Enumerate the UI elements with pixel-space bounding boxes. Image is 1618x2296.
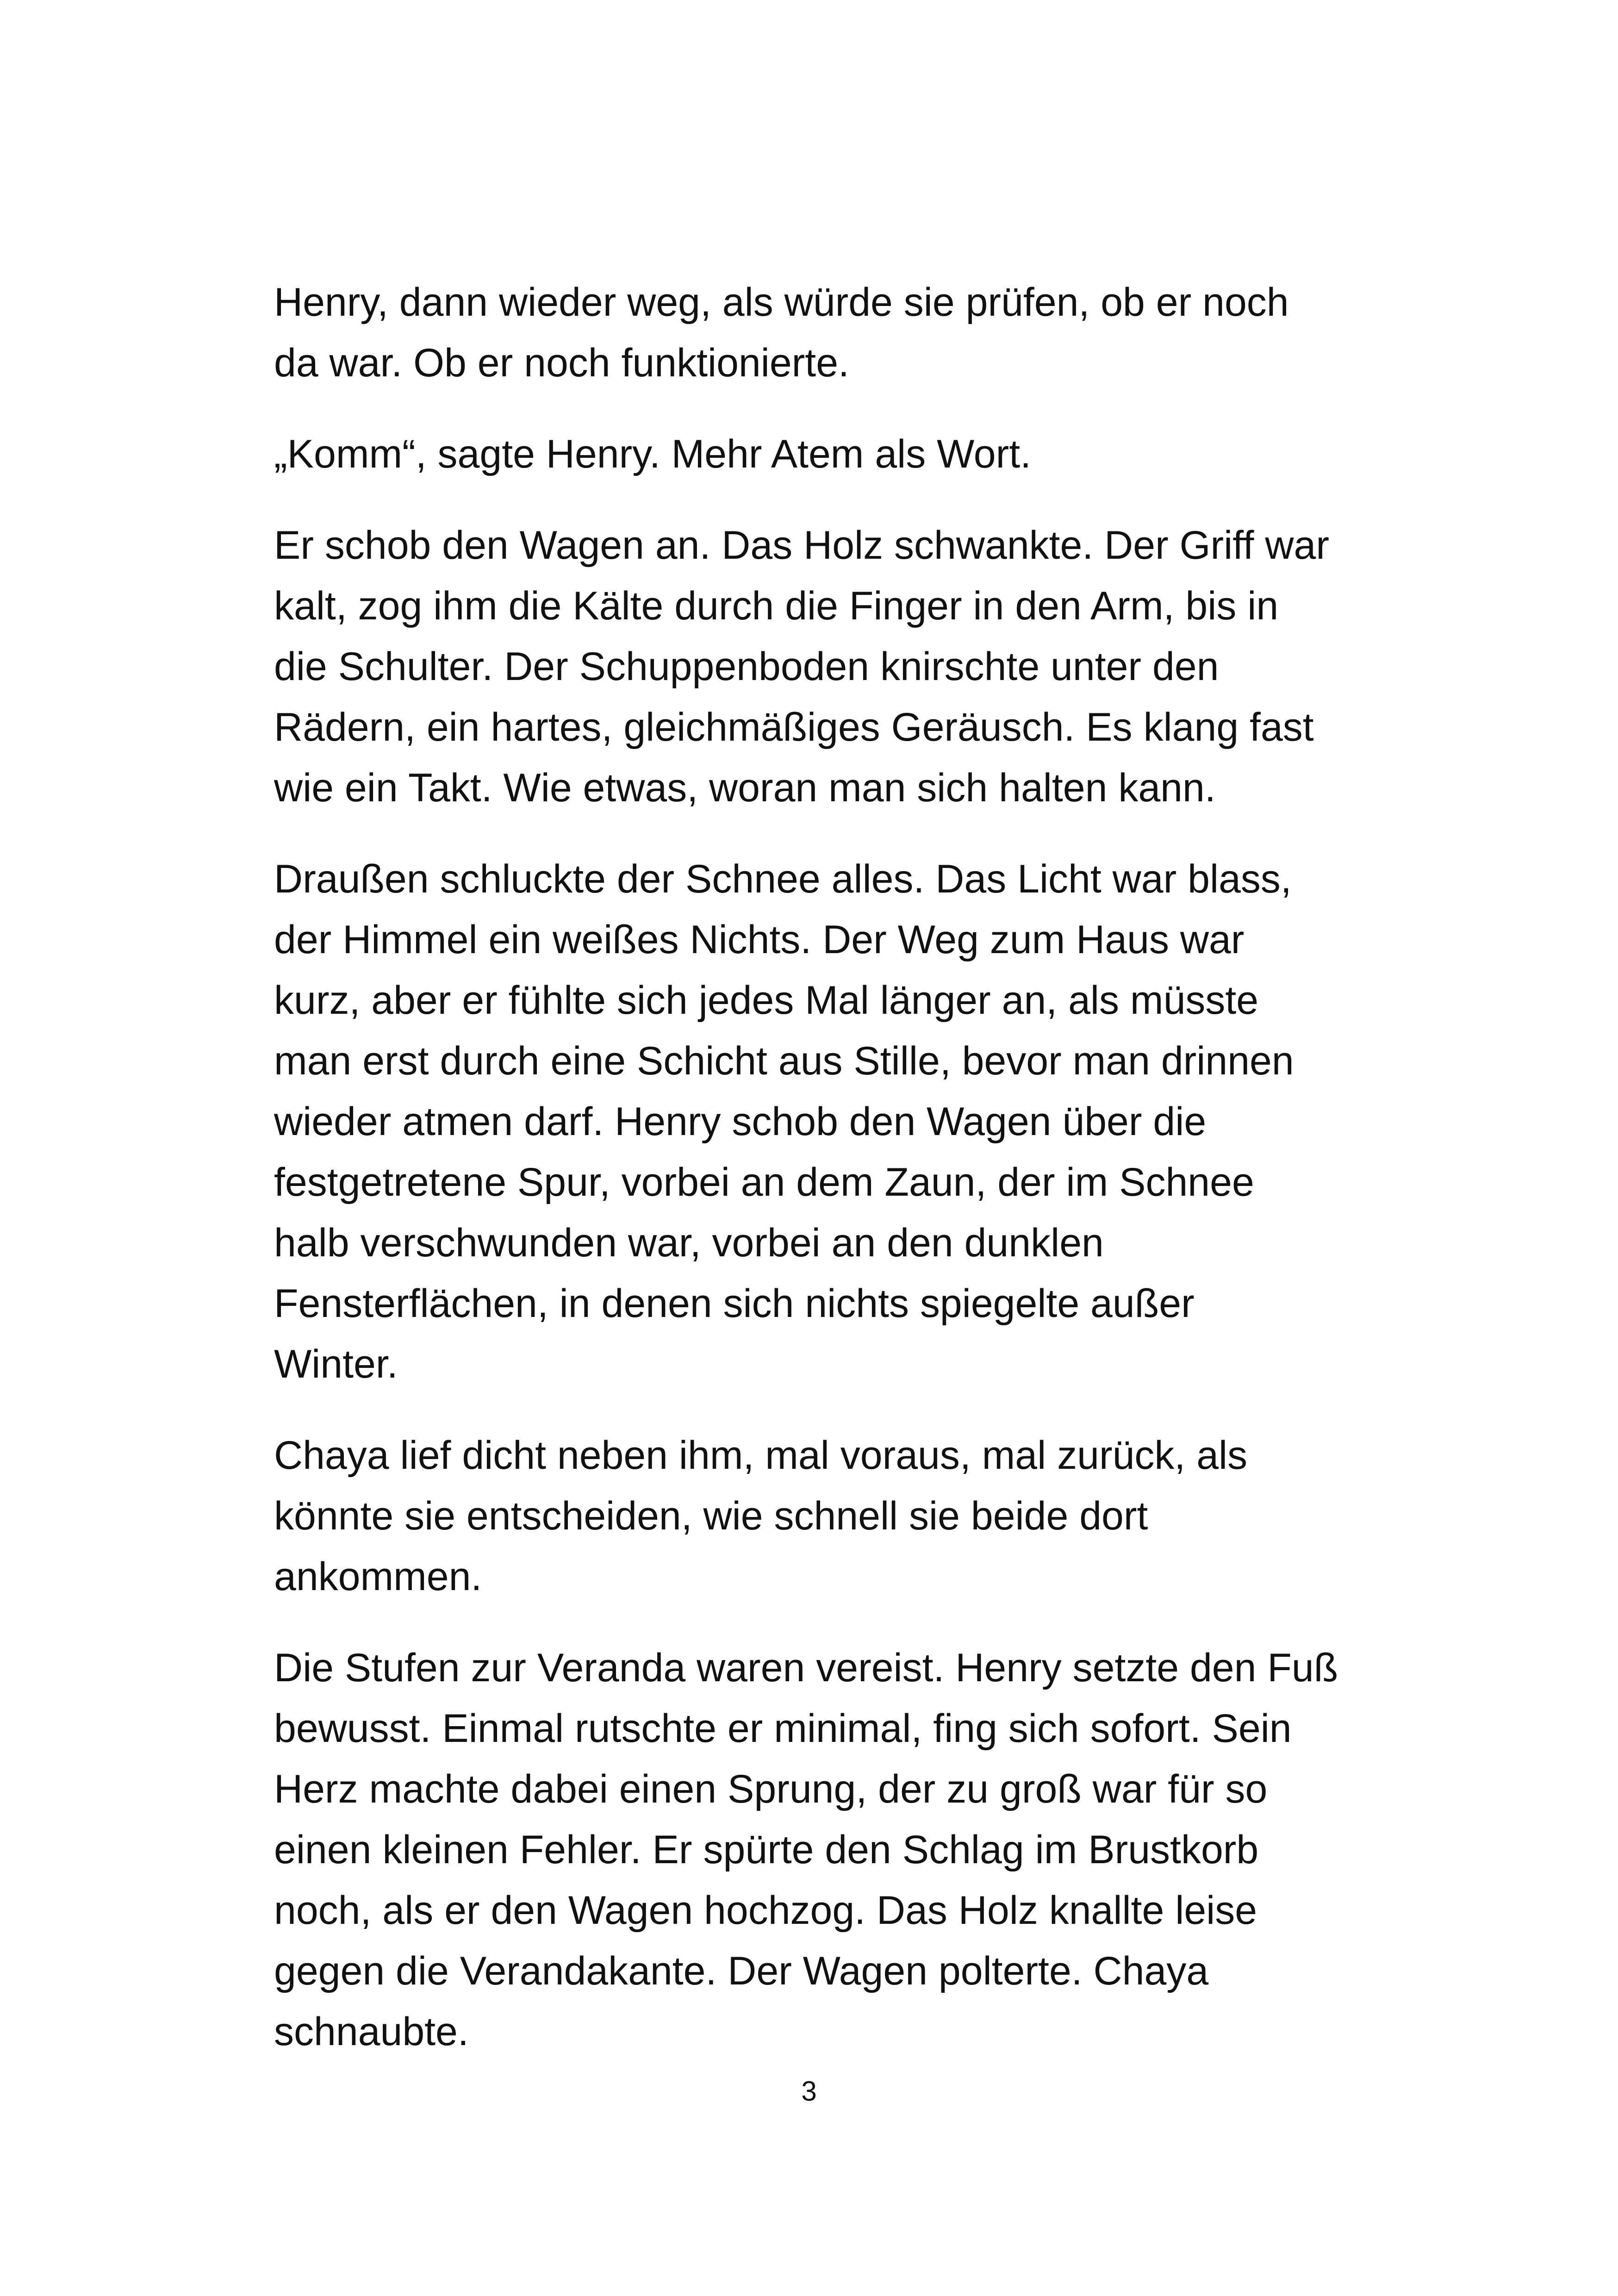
- text-line: einen kleinen Fehler. Er spürte den Schlag im Brustkorb: [274, 1828, 1259, 1872]
- paragraph: [274, 849, 1375, 1395]
- paragraph: [274, 515, 1375, 818]
- text-line: kurz, aber er fühlte sich jedes Mal länger an, als müsste: [274, 978, 1259, 1023]
- text-line: Herz machte dabei einen Sprung, der zu groß war für so: [274, 1767, 1268, 1811]
- paragraph: [274, 424, 1375, 485]
- text-line: Fensterflächen, in denen sich nichts spiegelte außer: [274, 1281, 1195, 1326]
- body-text: [274, 272, 1375, 2093]
- paragraph: [274, 1425, 1375, 1607]
- text-line: da war. Ob er noch funktionierte.: [274, 341, 849, 385]
- text-line: gegen die Verandakante. Der Wagen polterte. Chaya: [274, 1949, 1209, 1993]
- text-line: Draußen schluckte der Schnee alles. Das Licht war blass,: [274, 857, 1292, 901]
- text-line: wieder atmen darf. Henry schob den Wagen über die: [274, 1099, 1207, 1144]
- text-line: Die Stufen zur Veranda waren vereist. Henry setzte den Fuß: [274, 1646, 1338, 1690]
- text-line: Henry, dann wieder weg, als würde sie prüfen, ob er noch: [274, 280, 1289, 324]
- text-line: festgetretene Spur, vorbei an dem Zaun, der im Schnee: [274, 1160, 1254, 1204]
- paragraph: [274, 272, 1375, 393]
- text-line: ankommen.: [274, 1554, 482, 1599]
- text-line: „Komm“, sagte Henry. Mehr Atem als Wort.: [274, 432, 1032, 476]
- text-line: Winter.: [274, 1342, 398, 1386]
- text-line: halb verschwunden war, vorbei an den dunklen: [274, 1221, 1104, 1265]
- text-line: Rädern, ein hartes, gleichmäßiges Geräusch. Es klang fast: [274, 705, 1314, 749]
- text-line: schnaubte.: [274, 2009, 469, 2054]
- text-line: noch, als er den Wagen hochzog. Das Holz knallte leise: [274, 1888, 1257, 1933]
- text-line: der Himmel ein weißes Nichts. Der Weg zum Haus war: [274, 917, 1245, 962]
- text-line: Er schob den Wagen an. Das Holz schwankte. Der Griff war: [274, 523, 1329, 568]
- text-line: man erst durch eine Schicht aus Stille, bevor man drinnen: [274, 1039, 1294, 1083]
- text-line: Chaya lief dicht neben ihm, mal voraus, mal zurück, als: [274, 1433, 1248, 1478]
- text-line: wie ein Takt. Wie etwas, woran man sich halten kann.: [274, 766, 1216, 810]
- paragraph: [274, 1638, 1375, 2062]
- text-line: die Schulter. Der Schuppenboden knirschte unter den: [274, 644, 1219, 689]
- text-line: bewusst. Einmal rutschte er minimal, fing sich sofort. Sein: [274, 1706, 1292, 1751]
- text-line: kalt, zog ihm die Kälte durch die Finger in den Arm, bis in: [274, 584, 1279, 628]
- page-number: 3: [801, 2076, 817, 2107]
- text-line: könnte sie entscheiden, wie schnell sie beide dort: [274, 1494, 1148, 1538]
